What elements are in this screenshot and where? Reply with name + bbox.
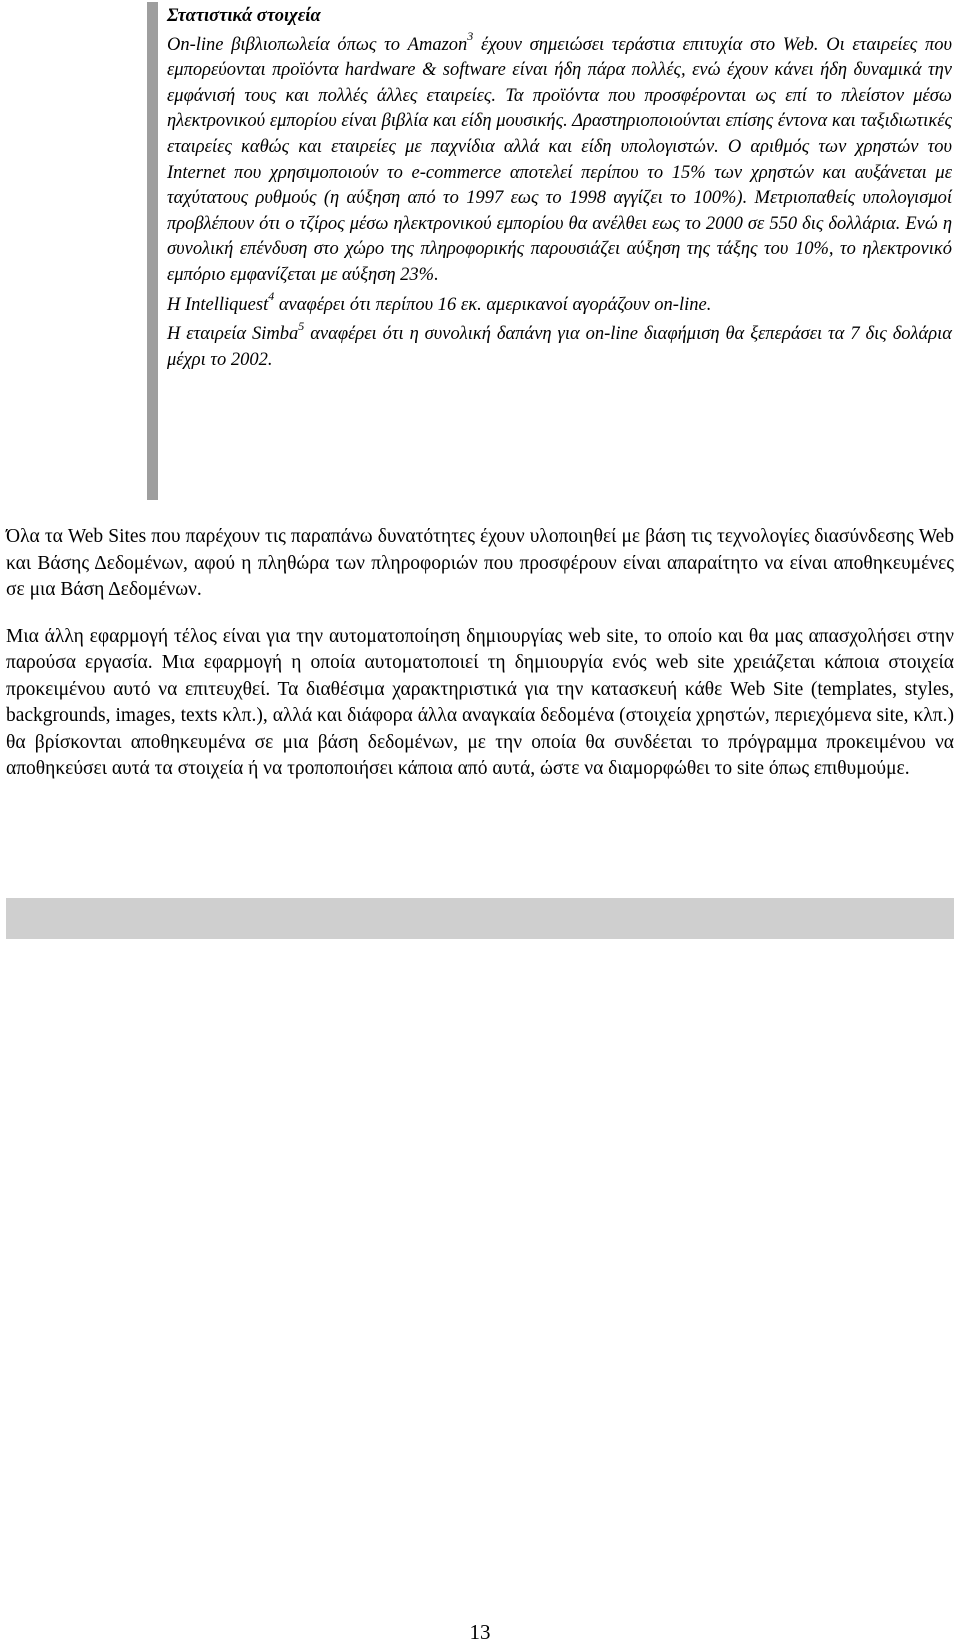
- callout-paragraph-intelliquest: [167, 289, 952, 319]
- callout-title: Στατιστικά στοιχεία: [167, 6, 321, 26]
- callout-text: αναφέρει ότι η συνολική δαπάνη για on-line διαφήμιση θα ξεπεράσει τα 7 δις δολάρια μέχρι το 2002.: [167, 324, 952, 370]
- callout-paragraph-simba: [167, 318, 952, 373]
- callout-text: Η Intelliquest: [167, 294, 269, 315]
- body-paragraph-2: Μια άλλη εφαρμογή τέλος είναι για την αυτοματοποίηση δημιουργίας web site, το οποίο και θα μας απασχολήσει στην παρούσα εργασία. Μια εφαρμογή η οποία αυτοματοποιεί τη δημιουργία ενός web site χρειάζεται κάποια στοιχεία προκειμένου αυτό να επιτευχθεί. Τα διαθέσιμα χαρακτηριστικά για την κατασκευή κάθε Web Site (templates, styles, backgrounds, images, texts κλπ.), αλλά και διάφορα άλλα αναγκαία δεδομένα (στοιχεία χρηστών, περιεχόμενα site, κλπ.) θα βρίσκονται αποθηκευμένα σε μια βάση δεδομένων, με την οποία θα συνδέεται το πρόγραμμα προκειμένου να αποθηκεύσει αυτά τα στοιχεία ή να τροποποιήσει κάποια από αυτά, ώστε να διαμορφώθει το site όπως επιθυμούμε.: [6, 625, 954, 779]
- statistics-callout: [147, 2, 952, 500]
- callout-paragraph-amazon: [167, 29, 952, 289]
- footnote-ref: 5: [298, 318, 305, 333]
- callout-text: On-line βιβλιοπωλεία όπως το Amazon: [167, 34, 468, 55]
- body-paragraph-1: Όλα τα Web Sites που παρέχουν τις παραπάνω δυνατότητες έχουν υλοποιηθεί με βάση τις τεχνολογίες διασύνδεσης Web και Βάσης Δεδομένων, αφού η πληθώρα των πληροφοριών που προσφέρουν είναι απαραίτητο να είναι αποθηκευμένες σε μια Βάση Δεδομένων.: [6, 526, 954, 600]
- callout-body: [167, 2, 952, 373]
- grey-divider-band: [6, 898, 954, 939]
- callout-text: Η εταιρεία Simba: [167, 324, 299, 345]
- callout-text: αναφέρει ότι περίπου 16 εκ. αμερικανοί αγοράζουν on-line.: [274, 294, 712, 315]
- main-text: [6, 524, 954, 803]
- page-number: 13: [469, 1620, 491, 1644]
- footnote-ref: 3: [467, 29, 474, 44]
- callout-side-bar: [147, 2, 158, 500]
- footnote-ref: 4: [268, 289, 275, 304]
- callout-text: έχουν σημειώσει τεράστια επιτυχία στο Web. Οι εταιρείες που εμπορεύονται προϊόντα hardware & software είναι ήδη πάρα πολλές, ενώ έχουν κάνει ήδη δυναμικά την εμφάνισή τους και πολλές άλλες εταιρείες. Τα προϊόντα που προσφέρονται ως επί το πλείστον μέσω ηλεκτρονικού εμπορίου είναι βιβλία και είδη μουσικής. Δραστηριοποιούνται επίσης έντονα και ταξιδιωτικές εταιρείες καθώς και εταιρείες με παχνίδια αλλά και είδη υπολογιστών. Ο αριθμός των χρηστών του Internet που χρησιμοποιούν το e-commerce αποτελεί περίπου το 15% των χρηστών και αυξάνεται με ταχύτατους ρυθμούς (η αύξηση από το 1997 εως το 1998 αγγίζει το 100%). Μετριοπαθείς υπολογισμοί προβλέπουν ότι ο τζίρος μέσω ηλεκτρονικού εμπορίου θα ανέλθει εως το 2000 σε 550 δις δολλάρια. Ενώ η συνολική επένδυση στο χώρο της πληροφορικής παρουσιάζει αύξηση της τάξης του 10%, το ηλεκτρονικό εμπόριο εμφανίζεται με αύξηση 23%.: [167, 34, 952, 285]
